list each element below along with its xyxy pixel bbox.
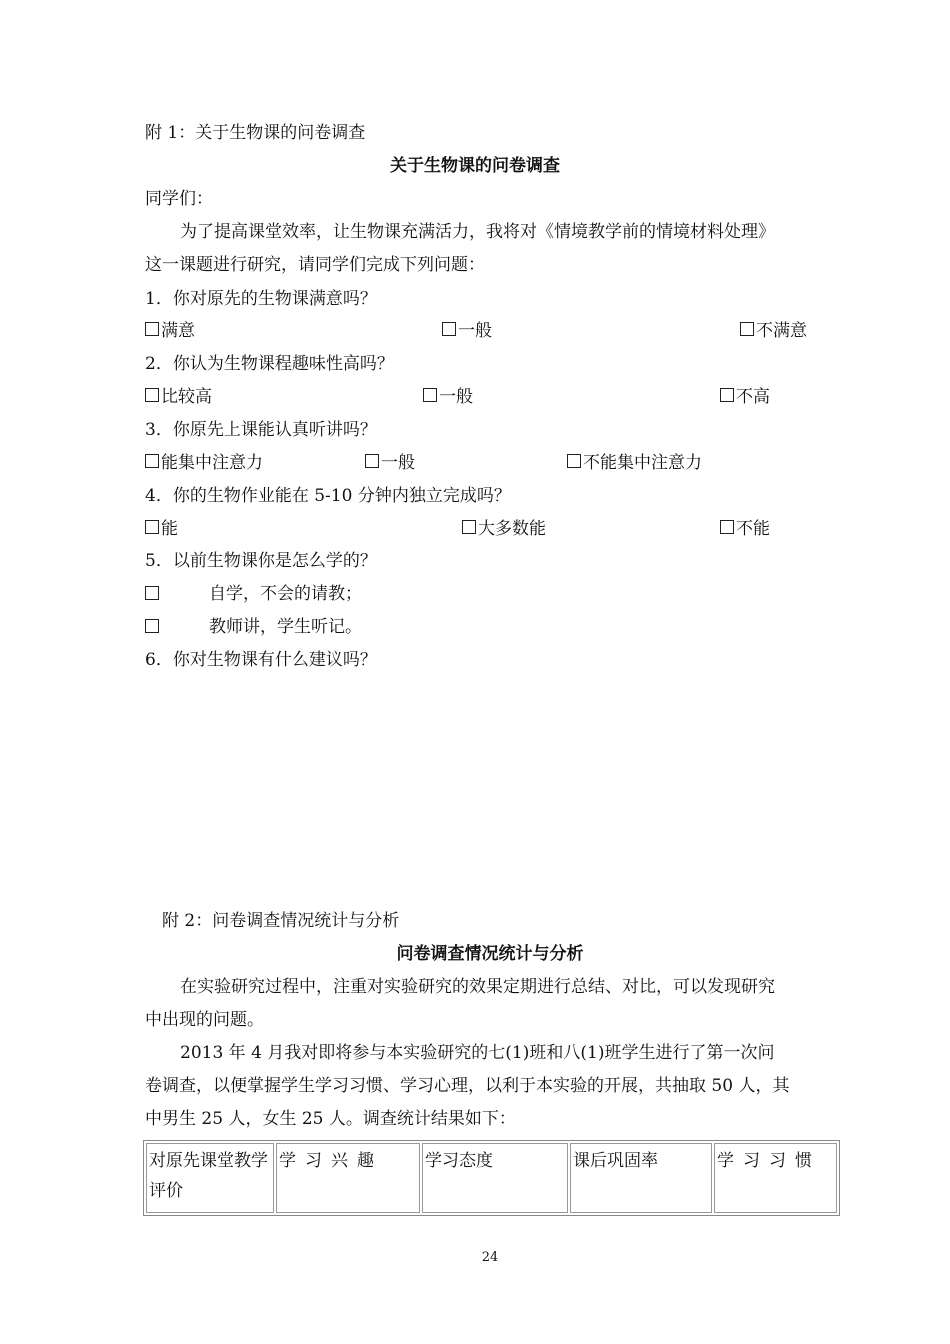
checkbox-icon[interactable] bbox=[720, 388, 734, 402]
question-1: 1．你对原先的生物课满意吗？ bbox=[145, 289, 377, 309]
question-4: 4．你的生物作业能在 5-10 分钟内独立完成吗？ bbox=[145, 486, 511, 506]
question-5: 5．以前生物课你是怎么学的？ bbox=[145, 551, 377, 571]
q3-option-unfocused[interactable]: 不能集中注意力 bbox=[567, 448, 702, 473]
question-3-options bbox=[145, 448, 835, 474]
checkbox-icon[interactable] bbox=[462, 520, 476, 534]
checkbox-icon[interactable] bbox=[567, 454, 581, 468]
question-3: 3．你原先上课能认真听讲吗？ bbox=[145, 420, 377, 440]
para1-line-1: 在实验研究过程中，注重对实验研究的效果定期进行总结、对比，可以发现研究 bbox=[180, 977, 775, 997]
question-2-options bbox=[145, 382, 835, 408]
table-header-cell: 学习态度 bbox=[422, 1143, 568, 1213]
q1-option-unsatisfied[interactable]: 不满意 bbox=[740, 316, 807, 341]
q5-option-teacher-lecture[interactable]: 教师讲，学生听记。 bbox=[145, 612, 362, 637]
appendix1-title: 关于生物课的问卷调查 bbox=[390, 156, 560, 176]
greeting: 同学们： bbox=[145, 189, 213, 209]
table-header-cell: 课后巩固率 bbox=[570, 1143, 712, 1213]
question-6: 6．你对生物课有什么建议吗？ bbox=[145, 650, 377, 670]
q3-option-focused[interactable]: 能集中注意力 bbox=[145, 448, 263, 473]
para1-line-2: 中出现的问题。 bbox=[145, 1010, 264, 1030]
q1-option-average[interactable]: 一般 bbox=[442, 316, 492, 341]
question-4-options bbox=[145, 514, 835, 540]
appendix2-title: 问卷调查情况统计与分析 bbox=[396, 944, 584, 964]
table-header-cell: 对原先课堂教学评价 bbox=[146, 1143, 274, 1213]
q1-option-satisfied[interactable]: 满意 bbox=[145, 316, 195, 341]
q2-option-low[interactable]: 不高 bbox=[720, 382, 770, 407]
checkbox-icon[interactable] bbox=[442, 322, 456, 336]
q3-option-average[interactable]: 一般 bbox=[365, 448, 415, 473]
checkbox-icon[interactable] bbox=[423, 388, 437, 402]
q4-option-mostly[interactable]: 大多数能 bbox=[462, 514, 546, 539]
table-header-cell: 学习习惯 bbox=[714, 1143, 837, 1213]
para2-line-2: 卷调查，以便掌握学生学习习惯、学习心理，以利于本实验的开展，共抽取 50 人，其 bbox=[145, 1076, 790, 1096]
survey-stats-table bbox=[143, 1140, 840, 1216]
checkbox-icon[interactable] bbox=[145, 388, 159, 402]
checkbox-icon[interactable] bbox=[145, 586, 159, 600]
appendix1-label: 附 1：关于生物课的问卷调查 bbox=[145, 123, 366, 143]
intro-line-2: 这一课题进行研究，请同学们完成下列问题： bbox=[145, 255, 485, 275]
q4-option-yes[interactable]: 能 bbox=[145, 514, 178, 539]
page-number: 24 bbox=[481, 1250, 499, 1265]
appendix2-label: 附 2：问卷调查情况统计与分析 bbox=[162, 911, 400, 931]
checkbox-icon[interactable] bbox=[720, 520, 734, 534]
intro-line-1: 为了提高课堂效率，让生物课充满活力，我将对《情境教学前的情境材料处理》 bbox=[180, 222, 775, 242]
checkbox-icon[interactable] bbox=[145, 520, 159, 534]
q5-option-self-study[interactable]: 自学，不会的请教； bbox=[145, 579, 362, 604]
para2-line-3: 中男生 25 人，女生 25 人。调查统计结果如下： bbox=[145, 1109, 516, 1129]
question-1-options bbox=[145, 316, 835, 342]
q2-option-high[interactable]: 比较高 bbox=[145, 382, 212, 407]
checkbox-icon[interactable] bbox=[145, 619, 159, 633]
table-header-cell: 学习兴趣 bbox=[276, 1143, 420, 1213]
checkbox-icon[interactable] bbox=[740, 322, 754, 336]
question-2: 2．你认为生物课程趣味性高吗？ bbox=[145, 354, 394, 374]
table-header-row bbox=[146, 1143, 837, 1213]
checkbox-icon[interactable] bbox=[145, 454, 159, 468]
q2-option-average[interactable]: 一般 bbox=[423, 382, 473, 407]
para2-line-1: 2013 年 4 月我对即将参与本实验研究的七(1)班和八(1)班学生进行了第一次问 bbox=[180, 1043, 775, 1063]
checkbox-icon[interactable] bbox=[365, 454, 379, 468]
q4-option-no[interactable]: 不能 bbox=[720, 514, 770, 539]
checkbox-icon[interactable] bbox=[145, 322, 159, 336]
